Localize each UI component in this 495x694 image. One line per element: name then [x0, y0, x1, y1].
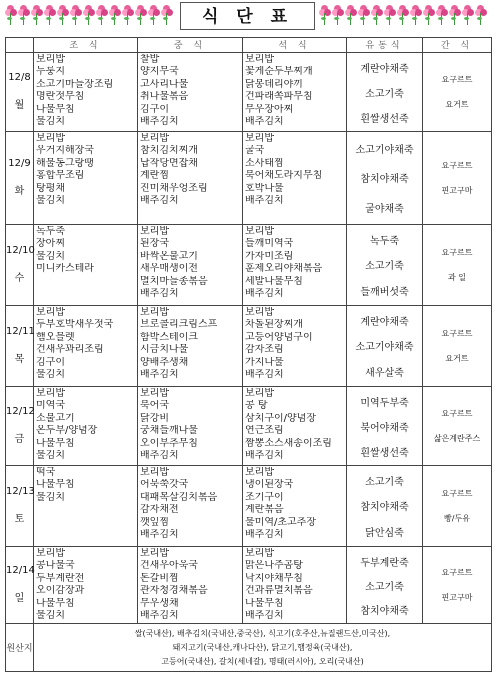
menu-item: 배추김치 — [245, 116, 284, 128]
flower-icon — [4, 5, 17, 27]
menu-item: 보리밥 — [245, 226, 274, 237]
menu-item: 배추김치 — [245, 610, 284, 622]
liquid-item: 소고기죽 — [365, 581, 404, 593]
lunch-cell — [138, 466, 243, 547]
breakfast-cell — [34, 466, 138, 547]
flower-icon — [69, 5, 82, 27]
flower-icon — [448, 5, 461, 27]
menu-item: 보리밥 — [36, 307, 65, 318]
menu-item: 어묵쑥갓국 — [140, 479, 189, 491]
liquid-item: 소고기야채죽 — [355, 144, 414, 156]
lunch-cell — [138, 306, 243, 387]
flower-icon — [396, 5, 409, 27]
snack-item: 요구르트 — [441, 248, 473, 257]
date-cell — [6, 132, 34, 225]
date-label: 12/10 — [6, 245, 35, 256]
dinner-cell — [243, 466, 347, 547]
origin-info — [34, 624, 492, 672]
flower-icon — [383, 5, 396, 27]
liquid-cell — [347, 53, 423, 132]
menu-item: 닭봉데리야끼 — [245, 78, 303, 90]
snack-item: 요구르트 — [441, 75, 473, 84]
menu-item: 물미역/초고추장 — [245, 516, 316, 528]
menu-item: 보리밥 — [245, 548, 274, 559]
menu-item: 돈갈비찜 — [140, 572, 179, 584]
menu-item: 배추김치 — [140, 195, 179, 207]
liquid-cell — [347, 466, 423, 547]
dinner-cell — [243, 387, 347, 466]
flower-icon — [108, 5, 121, 27]
header-banner — [0, 0, 495, 34]
menu-item: 배추김치 — [140, 369, 179, 381]
dinner-cell — [243, 306, 347, 387]
menu-item: 김구이 — [36, 356, 65, 368]
day-row — [6, 466, 492, 547]
breakfast-cell — [34, 387, 138, 466]
menu-item: 멸치마늘종볶음 — [140, 275, 208, 287]
date-label: 12/13 — [6, 486, 35, 497]
menu-item: 참치김치찌개 — [140, 145, 198, 157]
menu-item: 떡국 — [36, 467, 56, 478]
origin-row — [6, 624, 492, 672]
liquid-item: 흰쌀생선죽 — [360, 447, 409, 459]
snack-item: 요구르트 — [441, 409, 473, 418]
snack-cell — [423, 132, 492, 225]
liquid-item: 닭안심죽 — [365, 528, 404, 540]
weekday-label: 수 — [14, 273, 25, 284]
corner-cell — [6, 38, 34, 53]
menu-item: 배추김치 — [245, 450, 284, 462]
menu-item: 세발나물무침 — [245, 275, 303, 287]
menu-item: 소고기마늘장조림 — [36, 78, 114, 90]
menu-item: 고등어양념구이 — [245, 331, 313, 343]
menu-item: 소사태찜 — [245, 157, 284, 169]
snack-cell — [423, 225, 492, 306]
menu-item: 조기구이 — [245, 491, 284, 503]
menu-item: 냉이된장국 — [245, 479, 294, 491]
menu-item: 콩 탕 — [245, 400, 268, 412]
menu-item: 무우생채 — [140, 597, 179, 609]
menu-item: 나물무침 — [245, 597, 284, 609]
menu-item: 김구이 — [140, 103, 169, 115]
flower-decoration-right — [318, 3, 487, 29]
flower-icon — [95, 5, 108, 27]
menu-item: 궁채들깨나물 — [140, 425, 198, 437]
menu-item: 장아찌 — [36, 238, 65, 250]
day-row — [6, 547, 492, 624]
date-label: 12/14 — [6, 565, 35, 577]
flower-icon — [134, 5, 147, 27]
liquid-item: 소고기야채죽 — [355, 342, 414, 354]
flower-icon — [331, 5, 344, 27]
menu-item: 건과류멸치볶음 — [245, 585, 313, 597]
origin-label: 원산지 — [6, 624, 34, 672]
menu-item: 계란찜 — [140, 170, 169, 182]
header-liquid: 유동식 — [347, 38, 423, 53]
lunch-cell — [138, 547, 243, 624]
menu-item: 나물무침 — [36, 479, 75, 491]
menu-item: 해물동그랑땡 — [36, 157, 94, 169]
menu-item: 무우장아찌 — [245, 103, 294, 115]
liquid-item: 북어야채죽 — [360, 422, 409, 434]
flower-icon — [474, 5, 487, 27]
snack-item: 요구르트 — [441, 489, 473, 498]
liquid-cell — [347, 306, 423, 387]
snack-item: 빵/두유 — [444, 514, 470, 523]
header-breakfast: 조 식 — [34, 38, 138, 53]
weekday-label: 일 — [14, 593, 25, 605]
menu-item: 누룽지 — [36, 66, 65, 78]
breakfast-cell — [34, 225, 138, 306]
menu-item: 보리밥 — [245, 133, 274, 144]
menu-item: 물김치 — [36, 195, 65, 207]
weekday-label: 토 — [14, 514, 25, 525]
menu-item: 오이감장과 — [36, 585, 85, 597]
liquid-item: 흰쌀생선죽 — [360, 113, 409, 125]
weekday-label: 목 — [14, 354, 25, 365]
liquid-cell — [347, 132, 423, 225]
snack-cell — [423, 466, 492, 547]
menu-item: 미니카스테라 — [36, 263, 94, 275]
liquid-cell — [347, 225, 423, 306]
menu-item: 납작당면잡채 — [140, 157, 198, 169]
menu-item: 진미채우엉조림 — [140, 182, 208, 194]
menu-item: 물김치 — [36, 250, 65, 262]
date-label: 12/8 — [8, 72, 31, 83]
menu-item: 배추김치 — [140, 288, 179, 300]
dinner-cell — [243, 132, 347, 225]
menu-item: 양배추생채 — [140, 356, 189, 368]
menu-item: 보리밥 — [245, 54, 274, 65]
snack-item: 과 일 — [448, 273, 466, 282]
flower-icon — [43, 5, 56, 27]
menu-item: 찰밥 — [140, 54, 160, 65]
menu-item: 나물무침 — [36, 103, 75, 115]
liquid-item: 소고기죽 — [365, 88, 404, 100]
breakfast-cell — [34, 306, 138, 387]
day-row — [6, 132, 492, 225]
menu-item: 차돌된장찌개 — [245, 319, 303, 331]
menu-item: 바싹온불고기 — [140, 250, 198, 262]
menu-item: 관자청경채볶음 — [140, 585, 208, 597]
flower-icon — [17, 5, 30, 27]
meal-table — [5, 37, 492, 672]
liquid-item: 소고기죽 — [365, 261, 404, 273]
menu-item: 햄오믈렛 — [36, 331, 75, 343]
menu-item: 맑은나주곰탕 — [245, 560, 303, 572]
flower-icon — [344, 5, 357, 27]
liquid-cell — [347, 387, 423, 466]
menu-item: 대패목살김치볶음 — [140, 491, 218, 503]
menu-item: 물김치 — [36, 369, 65, 381]
snack-item: 요구르트 — [441, 568, 473, 578]
menu-item: 두부호박새우젓국 — [36, 319, 114, 331]
flower-decoration-left — [4, 3, 173, 29]
menu-item: 물김치 — [36, 450, 65, 462]
flower-icon — [370, 5, 383, 27]
snack-item: 요거트 — [445, 354, 469, 363]
menu-item: 보리밥 — [245, 388, 274, 399]
menu-item: 꽃게순두부찌개 — [245, 66, 313, 78]
date-cell — [6, 306, 34, 387]
menu-item: 온두부/양념장 — [36, 425, 98, 437]
dinner-cell — [243, 547, 347, 624]
liquid-item: 참치야채죽 — [360, 605, 409, 617]
header-dinner: 석 식 — [243, 38, 347, 53]
liquid-cell — [347, 547, 423, 624]
menu-item: 배추김치 — [245, 369, 284, 381]
menu-item: 북어채도라지무침 — [245, 170, 323, 182]
menu-item: 물김치 — [36, 491, 65, 503]
menu-item: 보리밥 — [245, 307, 274, 318]
menu-item: 고사리나물 — [140, 78, 189, 90]
flower-icon — [82, 5, 95, 27]
breakfast-cell — [34, 547, 138, 624]
menu-item: 두부계란전 — [36, 572, 85, 584]
menu-item: 배추김치 — [245, 288, 284, 300]
menu-item: 미역국 — [36, 400, 65, 412]
menu-item: 나물무침 — [36, 437, 75, 449]
liquid-item: 녹두죽 — [370, 235, 399, 247]
menu-item: 배추김치 — [140, 610, 179, 622]
menu-item: 닭강비 — [140, 412, 169, 424]
flower-icon — [435, 5, 448, 27]
menu-item: 감자채전 — [140, 504, 179, 516]
origin-line: 고등어(국내산), 갈치(세네갈), 명태(러시아), 오리(국내산) — [161, 657, 364, 667]
menu-item: 훈제오리야채볶음 — [245, 263, 323, 275]
snack-item: 요구르트 — [441, 161, 473, 170]
day-row — [6, 306, 492, 387]
flower-icon — [56, 5, 69, 27]
day-row — [6, 387, 492, 466]
liquid-item: 굴야채죽 — [365, 204, 404, 216]
menu-item: 건파래쪽파무침 — [245, 91, 313, 103]
menu-item: 우거지해장국 — [36, 145, 94, 157]
menu-item: 나물무침 — [36, 597, 75, 609]
flower-icon — [409, 5, 422, 27]
menu-item: 보리밥 — [140, 548, 169, 559]
menu-item: 연근조림 — [245, 425, 284, 437]
menu-item: 양지무국 — [140, 66, 179, 78]
date-cell — [6, 225, 34, 306]
menu-item: 탕평채 — [36, 182, 65, 194]
liquid-item: 계란야채죽 — [360, 63, 409, 75]
menu-item: 호박나물 — [245, 182, 284, 194]
snack-item: 삶은계란주스 — [433, 434, 481, 443]
lunch-cell — [138, 132, 243, 225]
flower-icon — [121, 5, 134, 27]
liquid-item: 소고기죽 — [365, 476, 404, 488]
menu-item: 배추김치 — [140, 450, 179, 462]
breakfast-cell — [34, 132, 138, 225]
breakfast-cell — [34, 53, 138, 132]
menu-item: 건새우아욱국 — [140, 560, 198, 572]
menu-item: 보리밥 — [140, 307, 169, 318]
menu-item: 깻잎찜 — [140, 516, 169, 528]
menu-item: 배추김치 — [245, 529, 284, 541]
day-row — [6, 225, 492, 306]
menu-item: 함박스테이크 — [140, 331, 198, 343]
date-cell — [6, 387, 34, 466]
menu-item: 시금치나물 — [140, 344, 189, 356]
menu-item: 보리밥 — [245, 467, 274, 478]
table-header-row — [6, 38, 492, 53]
header-lunch: 중 식 — [138, 38, 243, 53]
flower-icon — [422, 5, 435, 27]
snack-cell — [423, 306, 492, 387]
menu-item: 오이부추무침 — [140, 437, 198, 449]
liquid-item: 미역두부죽 — [360, 397, 409, 409]
date-label: 12/12 — [6, 406, 35, 417]
liquid-item: 계란야채죽 — [360, 316, 409, 328]
menu-item: 소불고기 — [36, 412, 75, 424]
menu-item: 브로콜리크림스프 — [140, 319, 218, 331]
flower-icon — [30, 5, 43, 27]
menu-item: 굴국 — [245, 145, 265, 157]
flower-icon — [357, 5, 370, 27]
lunch-cell — [138, 225, 243, 306]
flower-icon — [318, 5, 331, 27]
snack-item: 핀고구마 — [441, 186, 473, 195]
day-row — [6, 53, 492, 132]
liquid-item: 참치야채죽 — [360, 502, 409, 514]
menu-item: 계란볶음 — [245, 504, 284, 516]
snack-cell — [423, 547, 492, 624]
menu-item: 된장국 — [140, 238, 169, 250]
menu-item: 콩나물국 — [36, 560, 75, 572]
snack-item: 핀고구마 — [441, 593, 473, 603]
lunch-cell — [138, 387, 243, 466]
menu-item: 보리밥 — [140, 388, 169, 399]
menu-item: 가지나물 — [245, 356, 284, 368]
menu-item: 취나물볶음 — [140, 91, 189, 103]
date-label: 12/9 — [8, 158, 31, 169]
date-label: 12/11 — [6, 326, 35, 337]
menu-item: 보리밥 — [36, 133, 65, 144]
liquid-item: 참치야채죽 — [360, 174, 409, 186]
menu-item: 보리밥 — [140, 467, 169, 478]
menu-item: 낙지야채무침 — [245, 572, 303, 584]
header-snack: 간 식 — [423, 38, 492, 53]
lunch-cell — [138, 53, 243, 132]
menu-item: 삼치구이/양념장 — [245, 412, 316, 424]
dinner-cell — [243, 225, 347, 306]
flower-icon — [461, 5, 474, 27]
menu-item: 감자조림 — [245, 344, 284, 356]
menu-item: 배추김치 — [245, 195, 284, 207]
snack-cell — [423, 53, 492, 132]
weekday-label: 금 — [14, 434, 25, 445]
menu-item: 배추김치 — [140, 529, 179, 541]
menu-item: 보리밥 — [36, 388, 65, 399]
menu-item: 짬뽕소스새송이조림 — [245, 437, 332, 449]
menu-item: 보리밥 — [140, 133, 169, 144]
flower-icon — [160, 5, 173, 27]
menu-item: 보리밥 — [36, 54, 65, 65]
menu-item: 새우매생이전 — [140, 263, 198, 275]
origin-line: 쌀(국내산), 배추김치(국내산,중국산), 식고기(호주산,뉴질랜드산,미국산), — [134, 629, 391, 639]
snack-item: 요구르트 — [441, 329, 473, 338]
menu-item: 물김치 — [36, 610, 65, 622]
flower-icon — [147, 5, 160, 27]
snack-cell — [423, 387, 492, 466]
date-cell — [6, 466, 34, 547]
date-cell — [6, 53, 34, 132]
menu-item: 홍합무조림 — [36, 170, 85, 182]
liquid-item: 새우살죽 — [365, 368, 404, 380]
menu-item: 건새우꽈리조림 — [36, 344, 104, 356]
menu-item: 물김치 — [36, 116, 65, 128]
weekday-label: 월 — [14, 100, 25, 111]
date-cell — [6, 547, 34, 624]
weekday-label: 화 — [14, 186, 25, 197]
menu-item: 배추김치 — [140, 116, 179, 128]
origin-line: 돼지고기(국내산,캐나다산), 닭고기,햄정육(국내산), — [172, 643, 353, 653]
liquid-item: 들깨버섯죽 — [360, 287, 409, 299]
page-title: 식 단 표 — [180, 2, 315, 30]
menu-item: 북어국 — [140, 400, 169, 412]
menu-item: 녹두죽 — [36, 226, 65, 237]
menu-item: 들깨미역국 — [245, 238, 294, 250]
liquid-item: 두부계란죽 — [360, 557, 409, 569]
menu-item: 가자미조림 — [245, 250, 294, 262]
menu-item: 보리밥 — [140, 226, 169, 237]
menu-item: 명란젓무침 — [36, 91, 85, 103]
dinner-cell — [243, 53, 347, 132]
snack-item: 요거트 — [445, 100, 469, 109]
menu-item: 보리밥 — [36, 548, 65, 559]
